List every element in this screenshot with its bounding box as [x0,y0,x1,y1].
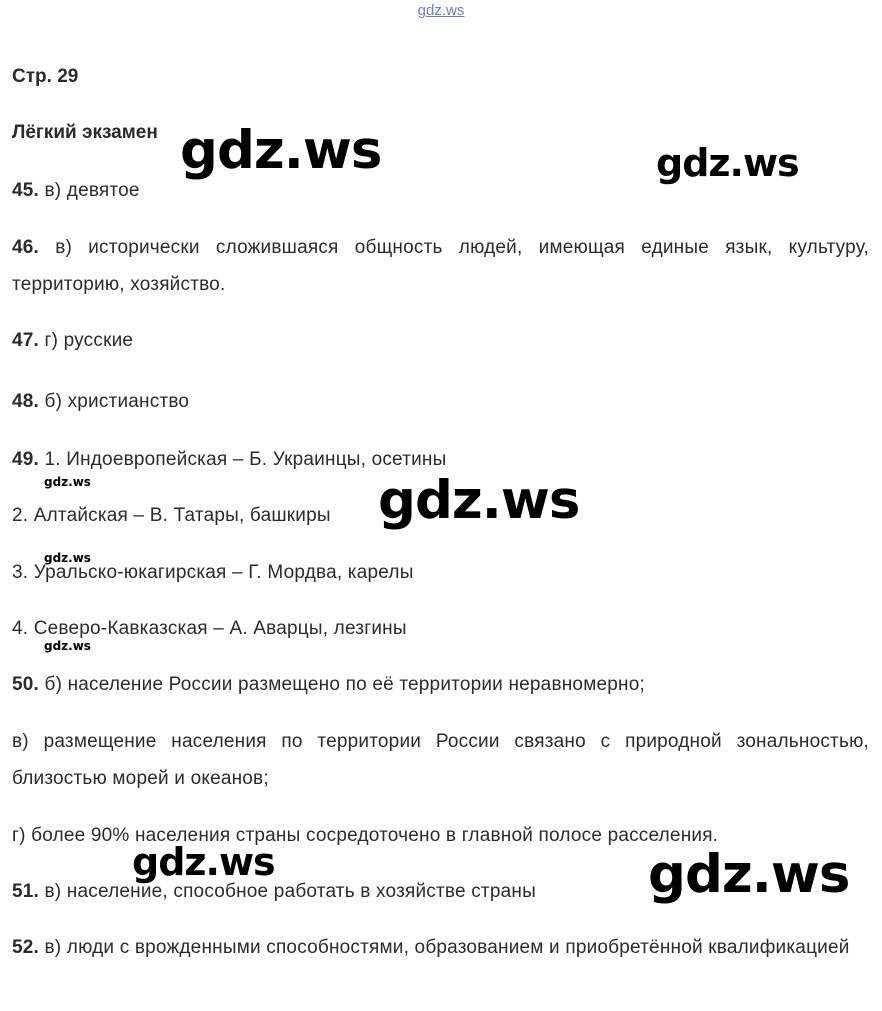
answer-47 [12,322,869,359]
answer-number: 45. [12,180,40,201]
answer-48 [12,383,869,420]
answer-text: 3. Уральско-юкагирская – Г. Мордва, карелы [12,562,414,583]
answer-49-line-4 [12,610,869,647]
answer-number: 47. [12,330,40,351]
watermark: gdz.ws [656,141,799,185]
answer-49-line-3 [12,551,869,591]
answer-text: в) население, способное работать в хозяйстве страны [39,881,536,902]
answer-text: 1. Индоевропейская – Б. Украинцы, осетины [39,449,447,470]
page-reference: Стр. 29 [12,66,79,87]
answer-number: 51. [12,881,40,902]
watermark: gdz.ws [378,470,580,531]
answer-text: б) население России размещено по её территории неравномерно; [39,674,645,695]
answer-number: 52. [12,937,40,958]
answer-number: 50. [12,674,40,695]
answer-text: б) христианство [39,391,190,412]
answer-text: 4. Северо-Кавказская – А. Аварцы, лезгины [12,618,407,639]
answer-text: г) русские [39,330,134,351]
watermark-top-link[interactable]: gdz.ws [417,2,465,19]
watermark-small: gdz.ws [44,551,91,565]
answer-text: г) более 90% населения страны сосредоточено в главной полосе расселения. [12,825,719,846]
answer-50 [12,666,869,703]
answer-50-option-v [12,723,869,797]
answer-text: в) люди с врожденными способностями, образованием и приобретённой квалификацией [39,937,850,958]
answer-text: в) девятое [39,180,140,201]
watermark: gdz.ws [132,840,275,884]
watermark: gdz.ws [180,120,382,181]
answer-52 [12,929,869,966]
answer-text: в) исторически сложившаяся общность людей, имеющая единые язык, культуру, территорию, хозяйство. [12,237,869,295]
watermark-small: gdz.ws [44,475,91,489]
watermark-small: gdz.ws [44,639,91,653]
watermark: gdz.ws [648,844,850,905]
answer-text: в) размещение населения по территории России связано с природной зональностью, близостью морей и океанов; [12,731,869,789]
answer-number: 49. [12,449,40,470]
answer-text: 2. Алтайская – В. Татары, башкиры [12,505,331,526]
answer-number: 46. [12,237,40,258]
answer-number: 48. [12,391,40,412]
section-title: Лёгкий экзамен [12,122,158,143]
answer-46 [12,229,869,303]
